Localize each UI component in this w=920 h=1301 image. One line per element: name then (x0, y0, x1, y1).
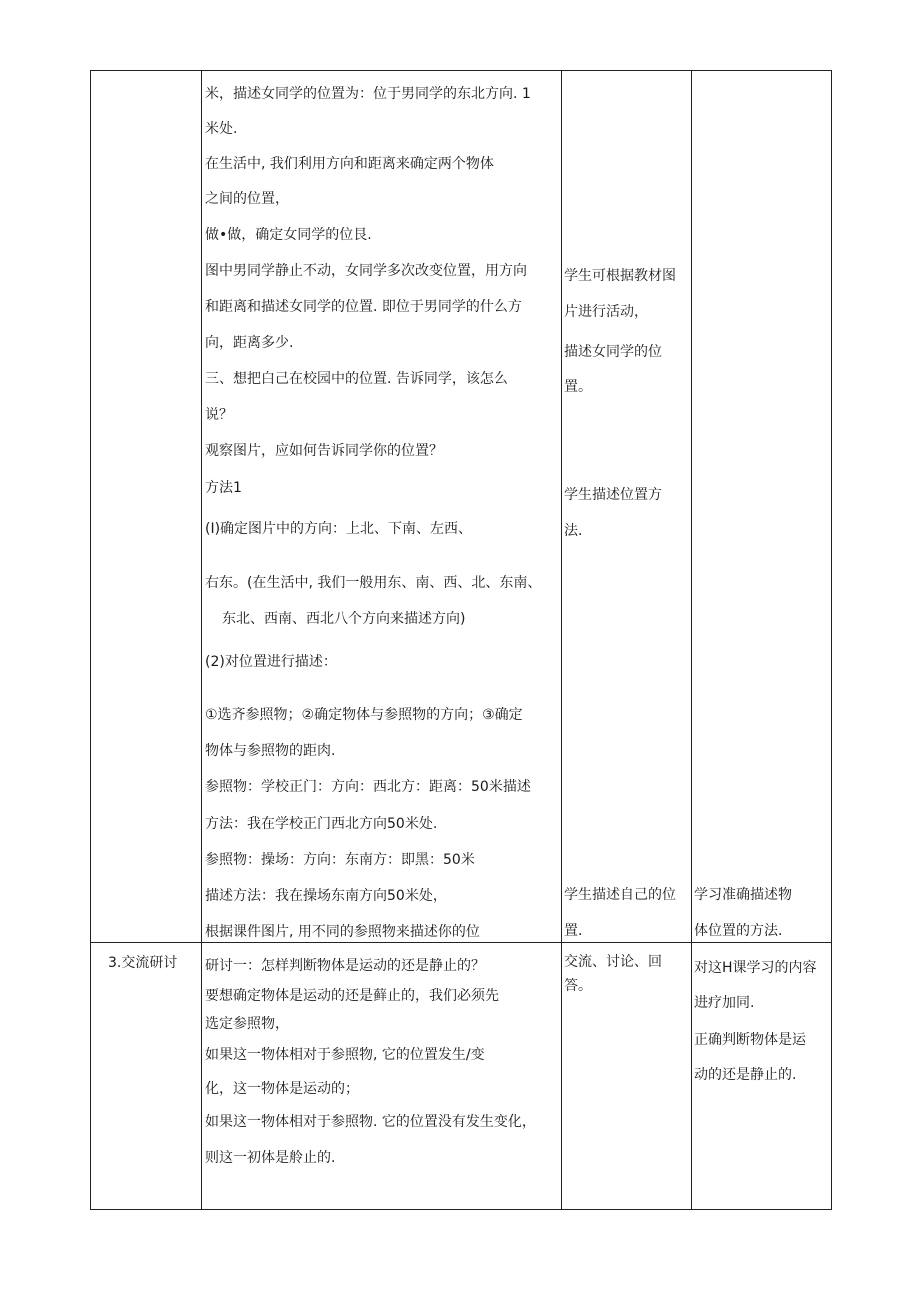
row1-content-cell (202, 71, 561, 942)
student-activity-line: 交流、讨论、回 (564, 954, 662, 970)
content-line: 观察图片，应如何告诉同学你的位置？ (205, 443, 443, 459)
content-line: 研讨一：怎样判断物体是运动的还是静止的？ (205, 958, 485, 974)
content-line: 根据课件图片, 用不同的参照物来描述你的位 (205, 924, 480, 940)
content-line: 和距离和描述女同学的位置. 即位于男同学的什么方 (205, 299, 522, 315)
content-line: 则这一初体是舲止的. (205, 1150, 336, 1166)
design-intent-line: 对这H课学习的内容 (694, 960, 817, 976)
content-line: 方法：我在学校正门西北方向50米处. (205, 816, 438, 832)
student-activity-line: 置。 (564, 379, 592, 395)
content-line: 东北、西南、西北八个方向来描述方向) (222, 611, 466, 627)
content-line: 图中男同学静止不动，女同学多次改变位置，用方向 (205, 263, 527, 279)
student-activity-line: 置. (564, 923, 583, 939)
content-line: 右东。(在生活中, 我们一般用东、南、西、北、东南、 (205, 575, 542, 591)
row2-stage: 3.交流研讨 (108, 955, 178, 971)
row2-student-cell (562, 943, 691, 1209)
student-activity-line: 学生可根据教材图 (564, 268, 676, 284)
design-intent-line: 体位置的方法. (694, 923, 783, 939)
content-line: 化，这一物体是运动的； (205, 1081, 359, 1097)
row1-intent-cell (692, 71, 831, 942)
content-line: 参照物：操场：方向：东南方：即黑：50米 (205, 852, 475, 868)
row2-stage-cell (91, 943, 201, 1209)
content-line: 向，距离多少. (205, 335, 294, 351)
content-line: 之间的位置， (205, 191, 289, 207)
content-line: 三、想把白己在校园中的位置. 告诉同学，该怎么 (205, 371, 508, 387)
content-line: ①选齐参照物；②确定物体与参照物的方向；③确定 (205, 707, 523, 723)
student-activity-line: 答。 (564, 978, 592, 994)
content-line: 参照物：学校正门：方向：西北方：距离：50米描述 (205, 779, 531, 795)
content-line: 要想确定物体是运动的还是藓止的，我们必须先 (205, 988, 499, 1004)
content-line: 米处. (205, 121, 238, 137)
content-line: (I)确定图片中的方向：上北、下南、左西、 (205, 521, 473, 537)
student-activity-line: 学生描述自己的位 (564, 887, 676, 903)
design-intent-line: 进疗加同. (694, 995, 755, 1011)
row2-intent-cell (692, 943, 831, 1209)
content-line: 米，描述女同学的位置为：位于男同学的东北方向. 1 (205, 86, 531, 102)
student-activity-line: 描述女同学的位 (564, 344, 662, 360)
content-line: 做•做，确定女同学的位艮. (205, 227, 372, 243)
row2-content-cell (202, 943, 561, 1209)
content-line: 方法1 (205, 480, 242, 496)
student-activity-line: 片进行活动， (564, 304, 648, 320)
table-right-border (831, 70, 832, 1210)
content-line: 描述方法：我在操场东南方向50米处， (205, 888, 447, 904)
content-line: (2)对位置进行描述： (205, 654, 337, 670)
content-line: 选定参照物， (205, 1016, 289, 1032)
row1-student-cell (562, 71, 691, 942)
content-line: 在生活中, 我们利用方向和距离来确定两个物体 (205, 156, 494, 172)
design-intent-line: 正确判断物体是运 (694, 1032, 806, 1048)
row1-stage-cell (91, 71, 201, 942)
design-intent-line: 学习准确描述物 (694, 887, 792, 903)
content-line: 物体与参照物的距肉. (205, 743, 336, 759)
student-activity-line: 法. (564, 523, 583, 539)
content-line: 如果这一物体相对于参照物, 它的位置发生/变 (205, 1047, 485, 1063)
student-activity-line: 学生描述位置方 (564, 487, 662, 503)
design-intent-line: 动的还是静止的. (694, 1067, 797, 1083)
content-line: 如果这一物体相对于参照物. 它的位置没有发生变化， (205, 1114, 536, 1130)
content-line: 说？ (205, 407, 233, 423)
